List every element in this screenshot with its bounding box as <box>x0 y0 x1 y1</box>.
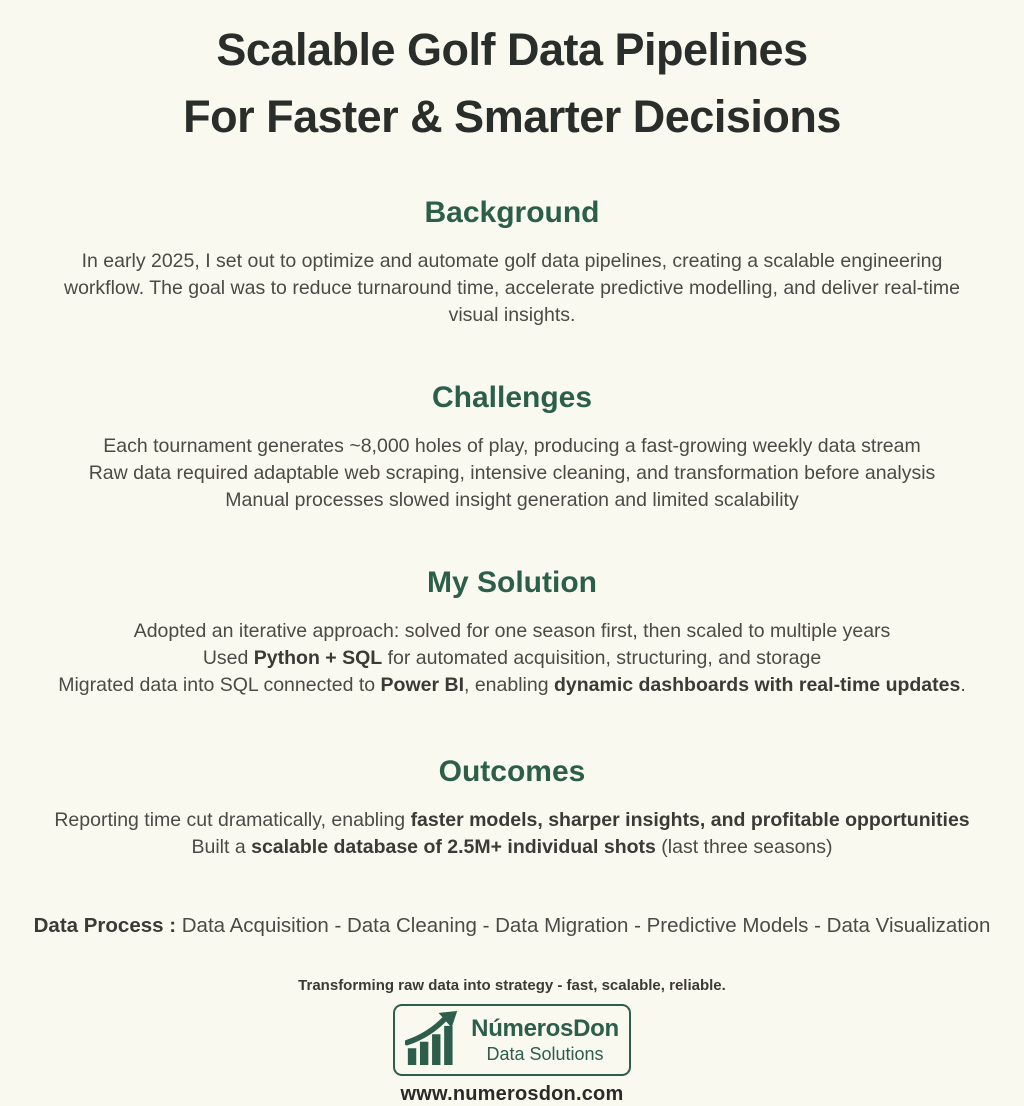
page-title <box>0 16 1024 150</box>
section-heading-background: Background <box>424 196 600 229</box>
section-heading-challenges: Challenges <box>431 381 593 414</box>
page-title-line2: For Faster & Smarter Decisions <box>183 91 841 142</box>
company-logo <box>393 1004 631 1076</box>
tagline: Transforming raw data into strategy - fast, scalable, reliable. <box>298 977 726 994</box>
growth-chart-arrow-icon <box>405 1011 461 1070</box>
data-process-line: Data Process : Data Acquisition - Data Cleaning - Data Migration - Predictive Models - Data Visualization <box>33 914 991 937</box>
section-heading-solution: My Solution <box>427 566 597 599</box>
website-url: www.numerosdon.com <box>400 1083 624 1105</box>
solution-item: Adopted an iterative approach: solved for one season first, then scaled to multiple years <box>133 620 891 642</box>
background-paragraph <box>32 248 992 329</box>
challenge-item: Each tournament generates ~8,000 holes of play, producing a fast-growing weekly data stream <box>103 435 921 457</box>
logo-subtitle: Data Solutions <box>486 1044 604 1064</box>
challenge-item: Manual processes slowed insight generation and limited scalability <box>225 489 799 511</box>
background-line: visual insights. <box>448 304 576 326</box>
section-heading-outcomes: Outcomes <box>438 755 586 788</box>
solution-item: Migrated data into SQL connected to Power BI, enabling dynamic dashboards with real-time updates. <box>58 674 966 696</box>
outcome-item: Reporting time cut dramatically, enabling faster models, sharper insights, and profitable opportunities <box>54 809 970 831</box>
solution-list <box>32 618 992 699</box>
page-title-line1: Scalable Golf Data Pipelines <box>216 24 808 75</box>
logo-company-name: NúmerosDon <box>471 1015 619 1042</box>
background-line: workflow. The goal was to reduce turnaround time, accelerate predictive modelling, and deliver real-time <box>63 277 960 299</box>
outcomes-list <box>32 807 992 861</box>
logo-text <box>471 1015 619 1065</box>
background-line: In early 2025, I set out to optimize and automate golf data pipelines, creating a scalable engineering <box>81 250 943 272</box>
challenges-list <box>32 433 992 514</box>
challenge-item: Raw data required adaptable web scraping, intensive cleaning, and transformation before analysis <box>88 462 936 484</box>
outcome-item: Built a scalable database of 2.5M+ individual shots (last three seasons) <box>191 836 833 858</box>
solution-item: Used Python + SQL for automated acquisition, structuring, and storage <box>202 647 822 669</box>
